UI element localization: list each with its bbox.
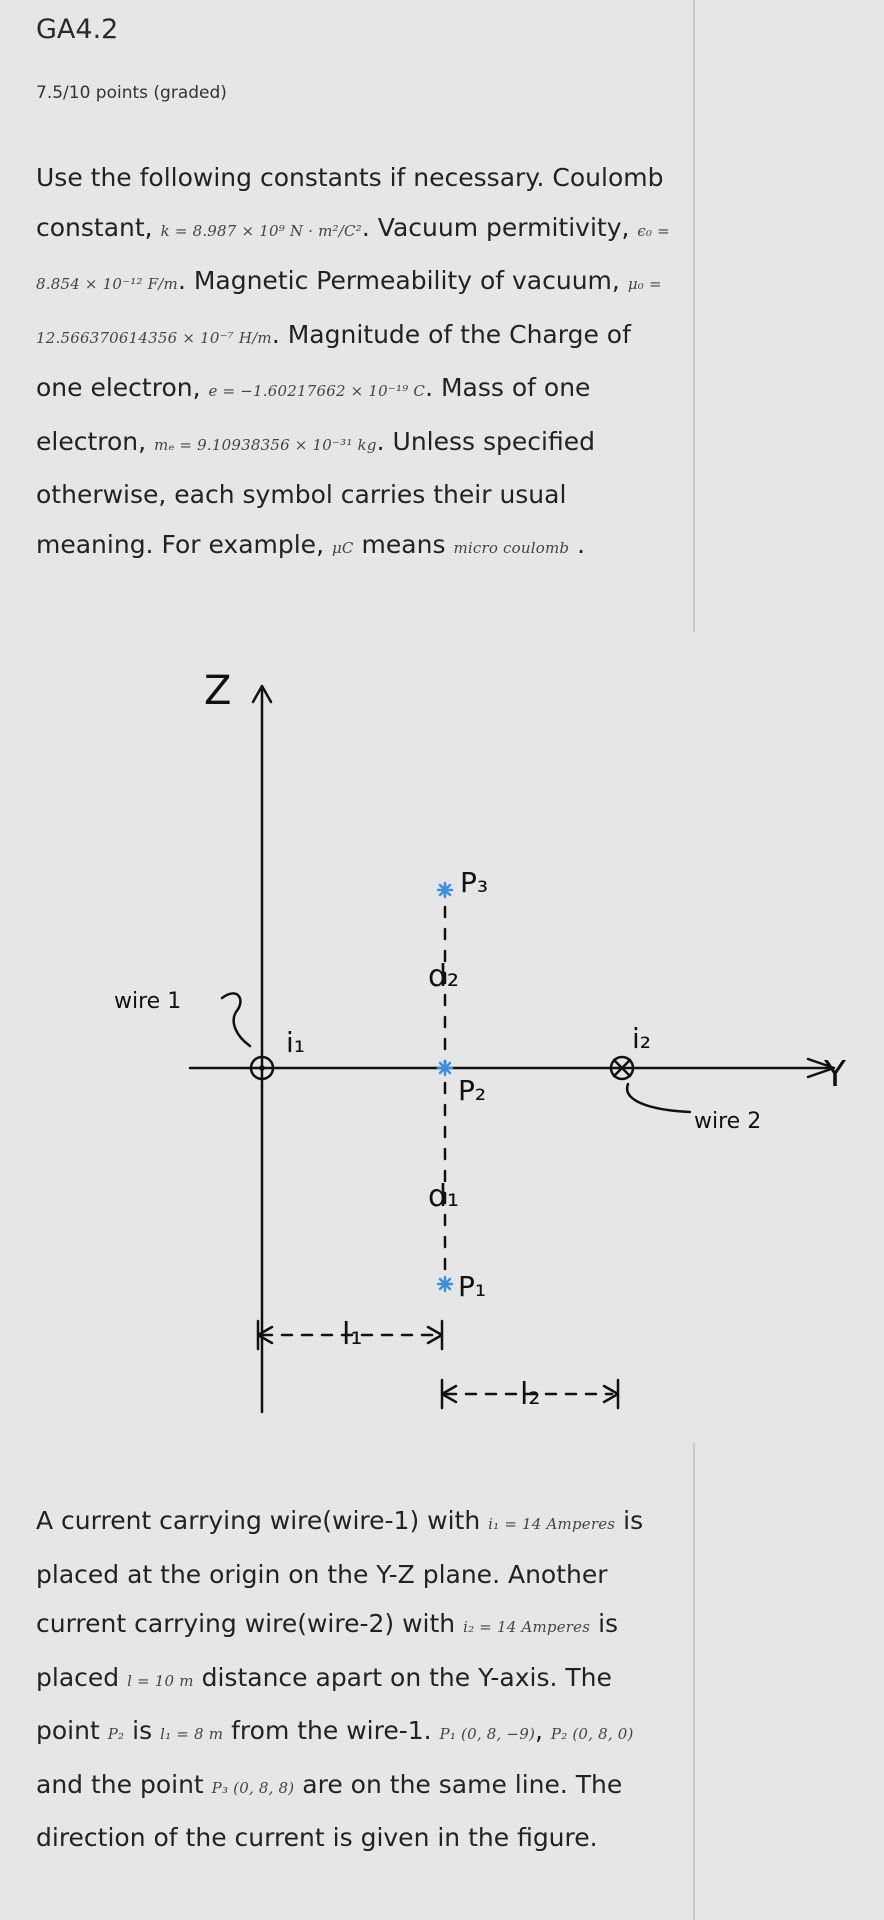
permeability-formula: μ₀ = 12.566370614356 × 10⁻⁷ H/m bbox=[36, 275, 662, 347]
problem-text-4: distance apart on the Y-axis. The point bbox=[36, 1662, 612, 1745]
p3-label: P₃ bbox=[460, 866, 489, 899]
i2-formula: i₂ = 14 Amperes bbox=[463, 1618, 591, 1636]
intro-text-7: means bbox=[353, 529, 454, 559]
problem-paragraph bbox=[36, 1496, 672, 1863]
electron-charge-formula: e = −1.60217662 × 10⁻¹⁹ C bbox=[208, 382, 426, 400]
intro-text-8: . bbox=[569, 529, 586, 559]
micro-coulomb-symbol: μC bbox=[331, 538, 354, 557]
problem-text-2: is placed at the origin on the Y-Z plane. Another current carrying wire(wire-2) with bbox=[36, 1506, 644, 1638]
intro-text-2: . Vacuum permitivity, bbox=[361, 212, 638, 242]
page-divider-bottom bbox=[693, 1443, 695, 1920]
wire1-label: wire 1 bbox=[114, 989, 182, 1014]
i1-formula: i₁ = 14 Amperes bbox=[488, 1515, 616, 1533]
i2-label: i₂ bbox=[632, 1022, 652, 1055]
y-axis-label: Y bbox=[824, 1054, 846, 1095]
p2-marker bbox=[438, 1061, 452, 1075]
problem-text-6: from the wire-1. bbox=[223, 1716, 440, 1745]
z-axis-label: Z bbox=[204, 668, 232, 714]
d2-label: d₂ bbox=[428, 959, 460, 994]
wire-diagram bbox=[0, 640, 884, 1440]
intro-text-4: . Magnitude of the Charge of one electron, bbox=[36, 319, 631, 402]
constants-paragraph bbox=[36, 153, 672, 573]
p3-coords: P₃ (0, 8, 8) bbox=[211, 1778, 295, 1797]
i1-label: i₁ bbox=[286, 1026, 306, 1059]
electron-mass-formula: mₑ = 9.10938356 × 10⁻³¹ kg bbox=[154, 435, 377, 454]
permitivity-formula: ϵ₀ = 8.854 × 10⁻¹² F/m bbox=[36, 221, 670, 293]
intro-text-5: . Mass of one electron, bbox=[36, 373, 591, 456]
problem-text-3: is placed bbox=[36, 1609, 619, 1692]
wire1-dot bbox=[259, 1065, 265, 1071]
micro-coulomb-meaning: micro coulomb bbox=[453, 538, 570, 557]
page-title: GA4.2 bbox=[36, 14, 119, 45]
p2-coords: P₂ (0, 8, 0) bbox=[550, 1725, 634, 1743]
wire2-label: wire 2 bbox=[694, 1109, 762, 1134]
l-formula: l = 10 m bbox=[127, 1671, 194, 1690]
intro-text-1: Use the following constants if necessary. Coulomb constant, bbox=[36, 163, 664, 242]
page-divider-top bbox=[693, 0, 695, 632]
wire1-pointer bbox=[222, 993, 250, 1046]
l2-label: l₂ bbox=[520, 1377, 541, 1412]
p3-marker bbox=[438, 883, 452, 897]
coulomb-constant-formula: k = 8.987 × 10⁹ N · m²/C² bbox=[160, 221, 362, 240]
score-status: 7.5/10 points (graded) bbox=[36, 83, 227, 103]
l1-formula: l₁ = 8 m bbox=[160, 1725, 224, 1743]
p1-label: P₁ bbox=[458, 1270, 487, 1303]
l1-label: l₁ bbox=[342, 1317, 363, 1352]
p1-coords: P₁ (0, 8, −9) bbox=[439, 1725, 535, 1743]
problem-text-1: A current carrying wire(wire-1) with bbox=[36, 1506, 489, 1535]
problem-text-7: , bbox=[535, 1716, 551, 1745]
problem-text-8: and the point bbox=[36, 1769, 212, 1799]
problem-text-5: is bbox=[124, 1716, 161, 1745]
p1-marker bbox=[438, 1277, 452, 1291]
intro-text-6: . Unless specified otherwise, each symbol carries their usual meaning. For example, bbox=[36, 426, 595, 559]
wire2-pointer bbox=[627, 1084, 690, 1112]
d1-label: d₁ bbox=[428, 1179, 460, 1214]
intro-text-3: . Magnetic Permeability of vacuum, bbox=[177, 266, 628, 295]
problem-text-9: are on the same line. The direction of the current is given in the figure. bbox=[36, 1769, 623, 1852]
p2-label: P₂ bbox=[458, 1074, 487, 1107]
p2-name: P₂ bbox=[107, 1725, 125, 1743]
